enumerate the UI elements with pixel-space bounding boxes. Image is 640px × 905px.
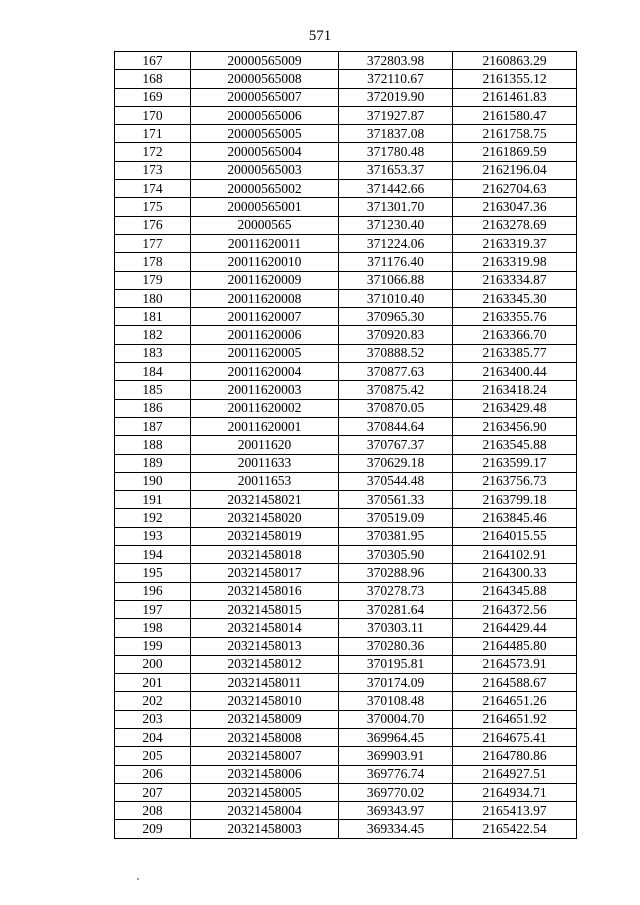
x-coordinate-cell: 371176.40 [339, 253, 453, 271]
table-row [115, 88, 577, 106]
point-id-cell: 20011620007 [191, 308, 339, 326]
point-id-cell: 20011633 [191, 454, 339, 472]
x-coordinate-cell: 372803.98 [339, 52, 453, 70]
point-id-cell: 20321458014 [191, 619, 339, 637]
row-number-cell: 201 [115, 674, 191, 692]
row-number-cell: 196 [115, 582, 191, 600]
x-coordinate-cell: 369343.97 [339, 802, 453, 820]
row-number-cell: 199 [115, 637, 191, 655]
x-coordinate-cell: 370174.09 [339, 674, 453, 692]
point-id-cell: 20321458021 [191, 491, 339, 509]
table-row [115, 546, 577, 564]
row-number-cell: 190 [115, 472, 191, 490]
y-coordinate-cell: 2163345.30 [453, 289, 577, 307]
table-row [115, 710, 577, 728]
point-id-cell: 20321458019 [191, 527, 339, 545]
x-coordinate-cell: 370561.33 [339, 491, 453, 509]
y-coordinate-cell: 2162704.63 [453, 180, 577, 198]
point-id-cell: 20000565001 [191, 198, 339, 216]
row-number-cell: 209 [115, 820, 191, 838]
x-coordinate-cell: 370303.11 [339, 619, 453, 637]
row-number-cell: 170 [115, 106, 191, 124]
row-number-cell: 207 [115, 783, 191, 801]
table-row [115, 765, 577, 783]
table-row [115, 308, 577, 326]
y-coordinate-cell: 2163429.48 [453, 399, 577, 417]
point-id-cell: 20011620009 [191, 271, 339, 289]
x-coordinate-cell: 370965.30 [339, 308, 453, 326]
row-number-cell: 183 [115, 344, 191, 362]
row-number-cell: 195 [115, 564, 191, 582]
y-coordinate-cell: 2163319.98 [453, 253, 577, 271]
x-coordinate-cell: 370767.37 [339, 436, 453, 454]
table-row [115, 655, 577, 673]
x-coordinate-cell: 372019.90 [339, 88, 453, 106]
point-id-cell: 20321458009 [191, 710, 339, 728]
y-coordinate-cell: 2163047.36 [453, 198, 577, 216]
x-coordinate-cell: 371066.88 [339, 271, 453, 289]
table-row [115, 216, 577, 234]
table-row [115, 125, 577, 143]
point-id-cell: 20321458004 [191, 802, 339, 820]
table-row [115, 600, 577, 618]
x-coordinate-cell: 369903.91 [339, 747, 453, 765]
x-coordinate-cell: 370888.52 [339, 344, 453, 362]
page-number: 571 [308, 28, 332, 44]
x-coordinate-cell: 371653.37 [339, 161, 453, 179]
point-id-cell: 20011620005 [191, 344, 339, 362]
point-id-cell: 20011620001 [191, 417, 339, 435]
x-coordinate-cell: 371780.48 [339, 143, 453, 161]
y-coordinate-cell: 2161461.83 [453, 88, 577, 106]
row-number-cell: 191 [115, 491, 191, 509]
row-number-cell: 202 [115, 692, 191, 710]
row-number-cell: 171 [115, 125, 191, 143]
table-row [115, 527, 577, 545]
y-coordinate-cell: 2161355.12 [453, 70, 577, 88]
y-coordinate-cell: 2161580.47 [453, 106, 577, 124]
x-coordinate-cell: 370544.48 [339, 472, 453, 490]
x-coordinate-cell: 370920.83 [339, 326, 453, 344]
table-row [115, 692, 577, 710]
point-id-cell: 20000565003 [191, 161, 339, 179]
table-row [115, 783, 577, 801]
y-coordinate-cell: 2164651.26 [453, 692, 577, 710]
point-id-cell: 20000565007 [191, 88, 339, 106]
point-id-cell: 20011620006 [191, 326, 339, 344]
point-id-cell: 20321458006 [191, 765, 339, 783]
table-row [115, 326, 577, 344]
y-coordinate-cell: 2163845.46 [453, 509, 577, 527]
row-number-cell: 205 [115, 747, 191, 765]
table-row [115, 344, 577, 362]
x-coordinate-cell: 370281.64 [339, 600, 453, 618]
table-row [115, 802, 577, 820]
point-id-cell: 20000565006 [191, 106, 339, 124]
table-row [115, 363, 577, 381]
row-number-cell: 193 [115, 527, 191, 545]
table-row [115, 454, 577, 472]
point-id-cell: 20000565 [191, 216, 339, 234]
point-id-cell: 20011620003 [191, 381, 339, 399]
point-id-cell: 20011620 [191, 436, 339, 454]
y-coordinate-cell: 2163334.87 [453, 271, 577, 289]
x-coordinate-cell: 370278.73 [339, 582, 453, 600]
point-id-cell: 20000565008 [191, 70, 339, 88]
table-row [115, 271, 577, 289]
table-row [115, 509, 577, 527]
table-row [115, 289, 577, 307]
y-coordinate-cell: 2164485.80 [453, 637, 577, 655]
x-coordinate-cell: 369770.02 [339, 783, 453, 801]
y-coordinate-cell: 2163756.73 [453, 472, 577, 490]
coordinates-table [114, 51, 577, 839]
point-id-cell: 20321458007 [191, 747, 339, 765]
table-row [115, 234, 577, 252]
y-coordinate-cell: 2161758.75 [453, 125, 577, 143]
table-row [115, 472, 577, 490]
point-id-cell: 20011620010 [191, 253, 339, 271]
x-coordinate-cell: 371442.66 [339, 180, 453, 198]
point-id-cell: 20321458017 [191, 564, 339, 582]
table-row [115, 747, 577, 765]
row-number-cell: 181 [115, 308, 191, 326]
row-number-cell: 174 [115, 180, 191, 198]
point-id-cell: 20321458003 [191, 820, 339, 838]
y-coordinate-cell: 2164015.55 [453, 527, 577, 545]
row-number-cell: 188 [115, 436, 191, 454]
x-coordinate-cell: 370519.09 [339, 509, 453, 527]
table-row [115, 143, 577, 161]
point-id-cell: 20321458012 [191, 655, 339, 673]
y-coordinate-cell: 2164372.56 [453, 600, 577, 618]
table-row [115, 491, 577, 509]
point-id-cell: 20321458005 [191, 783, 339, 801]
y-coordinate-cell: 2163385.77 [453, 344, 577, 362]
table-row [115, 820, 577, 838]
point-id-cell: 20321458015 [191, 600, 339, 618]
row-number-cell: 208 [115, 802, 191, 820]
y-coordinate-cell: 2163599.17 [453, 454, 577, 472]
table-row [115, 619, 577, 637]
point-id-cell: 20011620002 [191, 399, 339, 417]
x-coordinate-cell: 370870.05 [339, 399, 453, 417]
row-number-cell: 177 [115, 234, 191, 252]
table-row [115, 582, 577, 600]
y-coordinate-cell: 2163418.24 [453, 381, 577, 399]
x-coordinate-cell: 370280.36 [339, 637, 453, 655]
stray-mark [137, 878, 139, 880]
x-coordinate-cell: 370381.95 [339, 527, 453, 545]
x-coordinate-cell: 371927.87 [339, 106, 453, 124]
row-number-cell: 184 [115, 363, 191, 381]
x-coordinate-cell: 370288.96 [339, 564, 453, 582]
table-row [115, 436, 577, 454]
row-number-cell: 192 [115, 509, 191, 527]
y-coordinate-cell: 2164573.91 [453, 655, 577, 673]
row-number-cell: 173 [115, 161, 191, 179]
y-coordinate-cell: 2164588.67 [453, 674, 577, 692]
x-coordinate-cell: 370305.90 [339, 546, 453, 564]
row-number-cell: 197 [115, 600, 191, 618]
row-number-cell: 206 [115, 765, 191, 783]
point-id-cell: 20321458016 [191, 582, 339, 600]
table-row [115, 417, 577, 435]
table-row [115, 728, 577, 746]
y-coordinate-cell: 2162196.04 [453, 161, 577, 179]
table-row [115, 52, 577, 70]
table-row [115, 198, 577, 216]
y-coordinate-cell: 2163456.90 [453, 417, 577, 435]
x-coordinate-cell: 371230.40 [339, 216, 453, 234]
y-coordinate-cell: 2163355.76 [453, 308, 577, 326]
table-row [115, 253, 577, 271]
y-coordinate-cell: 2164780.86 [453, 747, 577, 765]
point-id-cell: 20321458020 [191, 509, 339, 527]
coordinates-table-body [115, 52, 577, 839]
x-coordinate-cell: 370844.64 [339, 417, 453, 435]
x-coordinate-cell: 369776.74 [339, 765, 453, 783]
row-number-cell: 167 [115, 52, 191, 70]
x-coordinate-cell: 370108.48 [339, 692, 453, 710]
x-coordinate-cell: 370629.18 [339, 454, 453, 472]
y-coordinate-cell: 2163545.88 [453, 436, 577, 454]
y-coordinate-cell: 2164651.92 [453, 710, 577, 728]
row-number-cell: 187 [115, 417, 191, 435]
point-id-cell: 20011620011 [191, 234, 339, 252]
x-coordinate-cell: 369334.45 [339, 820, 453, 838]
row-number-cell: 178 [115, 253, 191, 271]
row-number-cell: 169 [115, 88, 191, 106]
table-row [115, 381, 577, 399]
row-number-cell: 175 [115, 198, 191, 216]
y-coordinate-cell: 2165422.54 [453, 820, 577, 838]
y-coordinate-cell: 2163319.37 [453, 234, 577, 252]
point-id-cell: 20000565005 [191, 125, 339, 143]
y-coordinate-cell: 2163799.18 [453, 491, 577, 509]
x-coordinate-cell: 371301.70 [339, 198, 453, 216]
y-coordinate-cell: 2164300.33 [453, 564, 577, 582]
point-id-cell: 20321458013 [191, 637, 339, 655]
point-id-cell: 20011653 [191, 472, 339, 490]
table-row [115, 70, 577, 88]
row-number-cell: 185 [115, 381, 191, 399]
point-id-cell: 20000565002 [191, 180, 339, 198]
table-row [115, 180, 577, 198]
x-coordinate-cell: 370875.42 [339, 381, 453, 399]
x-coordinate-cell: 369964.45 [339, 728, 453, 746]
row-number-cell: 204 [115, 728, 191, 746]
table-row [115, 161, 577, 179]
row-number-cell: 198 [115, 619, 191, 637]
y-coordinate-cell: 2163278.69 [453, 216, 577, 234]
y-coordinate-cell: 2160863.29 [453, 52, 577, 70]
row-number-cell: 203 [115, 710, 191, 728]
y-coordinate-cell: 2165413.97 [453, 802, 577, 820]
x-coordinate-cell: 370877.63 [339, 363, 453, 381]
y-coordinate-cell: 2161869.59 [453, 143, 577, 161]
point-id-cell: 20321458011 [191, 674, 339, 692]
point-id-cell: 20321458018 [191, 546, 339, 564]
row-number-cell: 168 [115, 70, 191, 88]
y-coordinate-cell: 2164102.91 [453, 546, 577, 564]
table-row [115, 399, 577, 417]
x-coordinate-cell: 371224.06 [339, 234, 453, 252]
table-row [115, 637, 577, 655]
point-id-cell: 20321458010 [191, 692, 339, 710]
row-number-cell: 172 [115, 143, 191, 161]
row-number-cell: 176 [115, 216, 191, 234]
x-coordinate-cell: 370195.81 [339, 655, 453, 673]
row-number-cell: 189 [115, 454, 191, 472]
row-number-cell: 179 [115, 271, 191, 289]
x-coordinate-cell: 371837.08 [339, 125, 453, 143]
y-coordinate-cell: 2164927.51 [453, 765, 577, 783]
y-coordinate-cell: 2164429.44 [453, 619, 577, 637]
table-row [115, 106, 577, 124]
table-row [115, 564, 577, 582]
y-coordinate-cell: 2164345.88 [453, 582, 577, 600]
table-row [115, 674, 577, 692]
row-number-cell: 200 [115, 655, 191, 673]
x-coordinate-cell: 370004.70 [339, 710, 453, 728]
point-id-cell: 20000565009 [191, 52, 339, 70]
point-id-cell: 20011620008 [191, 289, 339, 307]
y-coordinate-cell: 2164675.41 [453, 728, 577, 746]
row-number-cell: 182 [115, 326, 191, 344]
point-id-cell: 20321458008 [191, 728, 339, 746]
point-id-cell: 20000565004 [191, 143, 339, 161]
y-coordinate-cell: 2164934.71 [453, 783, 577, 801]
x-coordinate-cell: 371010.40 [339, 289, 453, 307]
x-coordinate-cell: 372110.67 [339, 70, 453, 88]
point-id-cell: 20011620004 [191, 363, 339, 381]
y-coordinate-cell: 2163400.44 [453, 363, 577, 381]
row-number-cell: 186 [115, 399, 191, 417]
row-number-cell: 180 [115, 289, 191, 307]
row-number-cell: 194 [115, 546, 191, 564]
y-coordinate-cell: 2163366.70 [453, 326, 577, 344]
